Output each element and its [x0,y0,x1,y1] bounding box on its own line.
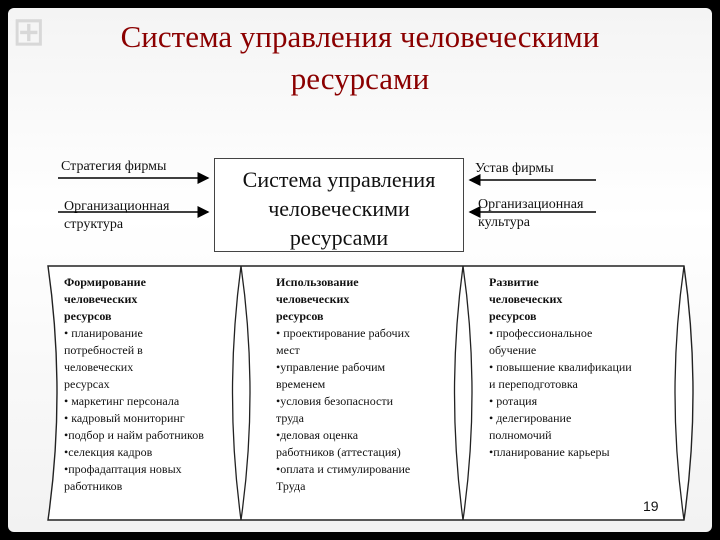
column-formation [64,274,242,495]
column-formation-head-2: человеческих [64,292,138,306]
list-item: работников (аттестация) [276,445,401,459]
list-item: •условия безопасности [276,394,393,408]
label-org-structure-1: Организационная [64,199,170,214]
list-item: • профессиональное [489,326,593,340]
list-item: Труда [276,479,306,493]
list-item: • планирование [64,326,143,340]
list-item: •подбор и найм работников [64,428,204,442]
list-item: • маркетинг персонала [64,394,180,408]
label-strategy: Стратегия фирмы [61,159,167,174]
list-item: полномочий [489,428,552,442]
list-item: • кадровый мониторинг [64,411,185,425]
list-item: •профадаптация новых [64,462,182,476]
list-item: потребностей в [64,343,143,357]
list-item: •управление рабочим [276,360,386,374]
list-item: • делегирование [489,411,572,425]
column-development-head-2: человеческих [489,292,563,306]
list-item: труда [276,411,304,425]
list-item: • повышение квалификации [489,360,632,374]
label-org-culture-2: культура [478,215,530,230]
column-development [489,274,669,461]
background-decoration: ⊞ [12,10,46,54]
list-item: •планирование карьеры [489,445,610,459]
column-usage-head-1: Использование [276,275,359,289]
list-item: • ротация [489,394,538,408]
center-line-3: ресурсами [289,225,389,250]
column-formation-head-3: ресурсов [64,309,112,323]
title-line-1: Система управления человеческими [120,19,600,54]
slide [8,8,712,532]
list-item: •селекция кадров [64,445,153,459]
label-org-culture-1: Организационная [478,197,584,212]
label-charter: Устав фирмы [475,161,554,176]
page-number: 19 [643,498,659,514]
list-item: • проектирование рабочих [276,326,411,340]
list-item: •оплата и стимулирование [276,462,411,476]
list-item: обучение [489,343,537,357]
column-usage-head-2: человеческих [276,292,350,306]
list-item: ресурсах [64,377,110,391]
list-item: и переподготовка [489,377,578,391]
list-item: человеческих [64,360,134,374]
column-usage-head-3: ресурсов [276,309,324,323]
list-item: временем [276,377,326,391]
column-usage [276,274,451,495]
label-org-structure-2: структура [64,217,124,232]
column-formation-head-1: Формирование [64,275,146,289]
center-line-2: человеческими [268,196,410,221]
title-line-2: ресурсами [290,61,430,96]
column-development-head-1: Развитие [489,275,539,289]
list-item: мест [276,343,300,357]
list-item: работников [64,479,123,493]
list-item: •деловая оценка [276,428,359,442]
center-line-1: Система управления [242,167,436,192]
column-development-head-3: ресурсов [489,309,537,323]
